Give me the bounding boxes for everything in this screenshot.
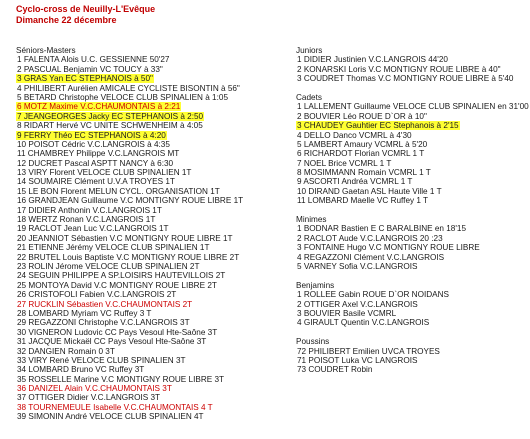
result-text: 8 MOSIMMANN Romain VCMRL 1 T (297, 168, 431, 178)
result-text: 1 ROLLEE Gabin ROUE D`OR NOIDANS (297, 290, 449, 300)
result-text: 32 DANGIEN Romain 0 3T (17, 346, 115, 356)
result-row (296, 187, 528, 196)
section-spacer (296, 206, 528, 215)
result-row (16, 177, 274, 186)
result-text: 28 LOMBARD Myriam VC Ruffey 3 T (17, 308, 152, 318)
category-heading: Juniors (296, 46, 323, 55)
result-row (16, 412, 274, 421)
result-row (16, 102, 274, 111)
result-row (296, 356, 528, 365)
result-row (16, 262, 274, 271)
result-text: 3 FONTAINE Hugo V.C MONTIGNY ROUE LIBRE (297, 243, 480, 253)
result-row (16, 149, 274, 158)
result-text: 72 PHILIBERT Emilien UVCA TROYES (297, 346, 440, 356)
result-text: 29 REGAZZONI Christophe V.C.LANGROIS 3T (17, 318, 190, 328)
result-row (16, 121, 274, 130)
result-text: 22 BRUTEL Louis Baptiste V.C MONTIGNY ROUE LIBRE 2T (17, 252, 240, 262)
result-row (296, 290, 528, 299)
result-text: 5 BETARD Christophe VELOCE CLUB SPINALIEN à 1:05 (17, 92, 228, 102)
result-text: 2 OTTIGER Axel V.C.LANGROIS (297, 299, 418, 309)
seniors-masters-results (16, 55, 274, 421)
result-row (16, 393, 274, 402)
result-text: 15 LE BON Florent MELUN CYCL. ORGANISATION 1T (17, 186, 220, 196)
result-text: 20 JEANNIOT Sébastien V.C MONTIGNY ROUE LIBRE 1T (17, 233, 233, 243)
result-text: 6 RICHARDOT Florian VCMRL 1 T (297, 149, 425, 159)
result-text: 11 LOMBARD Maelle VC Ruffey 1 T (297, 196, 429, 206)
result-text: 34 LOMBARD Bruno VC Ruffey 3T (17, 365, 145, 375)
result-row (16, 375, 274, 384)
result-text: 2 BOUVIER Léo ROUE D`OR à 10" (297, 111, 427, 121)
result-text: 31 JACQUE Mickaël CC Pays Vesoul Hte-Saône 3T (17, 337, 207, 347)
event-date: Dimanche 22 décembre (16, 15, 117, 25)
result-text: 12 DUCRET Pascal ASPTT NANCY à 6:30 (17, 158, 174, 168)
result-text: 9 FERRY Théo EC STEPHANOIS à 4:20 (17, 130, 166, 140)
result-row (296, 347, 528, 356)
result-row (296, 65, 528, 74)
result-text: 7 NOEL Brice VCMRL 1 T (297, 158, 392, 168)
result-text: 1 LALLEMENT Guillaume VELOCE CLUB SPINALIEN en 31'00 (297, 102, 529, 112)
result-text: 5 VARNEY Sofia V.C.LANGROIS (297, 261, 418, 271)
result-text: 3 COUDRET Thomas V.C MONTIGNY ROUE LIBRE à 5'40 (297, 74, 514, 84)
result-text: 2 KONARSKI Loris V.C MONTIGNY ROUE LIBRE à 40" (297, 64, 501, 74)
result-text: 14 SOUMAIRE Clément U.V.A TROYES 1T (17, 177, 175, 187)
result-text: 2 RACLOT Aude V.C.LANGROIS 20 :23 (297, 233, 443, 243)
result-row (16, 206, 274, 215)
result-row (16, 318, 274, 327)
result-row (296, 224, 528, 233)
result-row (296, 112, 528, 121)
result-row (16, 271, 274, 280)
result-row (296, 300, 528, 309)
result-text: 13 VIRY Florent VELOCE CLUB SPINALIEN 1T (17, 168, 192, 178)
result-row (296, 140, 528, 149)
result-text: 3 CHAUDEY Gauhtier EC Stephanois à 2'15 (297, 121, 459, 131)
result-text: 5 LAMBERT Amaury VCMRL à 5'20 (297, 139, 428, 149)
result-row (296, 159, 528, 168)
result-row (16, 74, 274, 83)
result-text: 8 RIDART Hervé VC UNITE SCHWENHEIM à 4:05 (17, 121, 203, 131)
result-row (16, 300, 274, 309)
result-row (296, 121, 528, 130)
category-heading: Minimes (296, 215, 327, 225)
result-row (16, 290, 274, 299)
result-row (16, 243, 274, 252)
category-heading: Benjamins (296, 280, 335, 290)
result-text: 26 CRISTOFOLI Fabien V.C.LANGROIS 2T (17, 290, 177, 300)
result-text: 16 GRANDJEAN Guillaume V.C MONTIGNY ROUE LIBRE 1T (17, 196, 244, 206)
result-row (296, 234, 528, 243)
result-row (296, 365, 528, 374)
result-text: 27 RUCKLIN Sébastien V.C.CHAUMONTAIS 2T (17, 299, 193, 309)
result-row (16, 65, 274, 74)
result-row (16, 253, 274, 262)
result-row (296, 131, 528, 140)
category-heading: Poussins (296, 337, 330, 347)
result-row (296, 168, 528, 177)
result-text: 3 BOUVIER Basile VCMRL (297, 308, 397, 318)
result-text: 17 DIDIER Anthonin V.C.LANGROIS 1T (17, 205, 162, 215)
result-row (16, 384, 274, 393)
result-row (16, 187, 274, 196)
result-row (296, 149, 528, 158)
section-spacer (296, 84, 528, 93)
result-row (16, 84, 274, 93)
result-row (296, 243, 528, 252)
result-row (16, 168, 274, 177)
result-text: 73 COUDRET Robin (297, 365, 373, 375)
result-row (16, 112, 274, 121)
result-row (16, 365, 274, 374)
result-text: 33 VIRY René VELOCE CLUB SPINALIEN 3T (17, 355, 186, 365)
event-title: Cyclo-cross de Neuilly-L'Evêque (16, 4, 156, 14)
result-text: 4 DELLO Danco VCMRL à 4'30 (297, 130, 412, 140)
result-row (296, 253, 528, 262)
result-text: 35 ROSSELLE Marine V.C MONTIGNY ROUE LIBRE 3T (17, 374, 225, 384)
result-text: 3 GRAS Yan EC STEPHANOIS à 50" (17, 74, 153, 84)
result-row (296, 177, 528, 186)
result-text: 36 DANIZEL Alain V.C.CHAUMONTAIS 3T (17, 384, 172, 394)
result-row (16, 337, 274, 346)
result-text: 9 ASCORTI Andréa VCMRL 1 T (297, 177, 413, 187)
result-text: 10 DIRAND Gaetan ASL Haute Ville 1 T (297, 186, 442, 196)
result-row (16, 234, 274, 243)
result-text: 21 ETIENNE Jérémy VELOCE CLUB SPINALIEN 1T (17, 243, 210, 253)
result-text: 4 PHILIBERT Aurélien AMICALE CYCLISTE BISONTIN à 56" (17, 83, 240, 93)
result-row (16, 347, 274, 356)
result-row (16, 309, 274, 318)
result-text: 4 GIRAULT Quentin V.C.LANGROIS (297, 318, 430, 328)
result-row (16, 159, 274, 168)
result-row (16, 281, 274, 290)
result-row (16, 215, 274, 224)
result-row (296, 318, 528, 327)
result-text: 10 POISOT Cédric V.C.LANGROIS à 4:35 (17, 139, 170, 149)
result-text: 2 PASCUAL Benjamin VC TOUCY à 33" (17, 64, 163, 74)
category-heading-seniors-masters: Séniors-Masters (16, 46, 76, 55)
section-spacer (296, 271, 528, 280)
result-text: 25 MONTOYA David V.C MONTIGNY ROUE LIBRE 2T (17, 280, 217, 290)
result-row (16, 328, 274, 337)
result-row (296, 102, 528, 111)
result-text: 38 TOURNEMEULE Isabelle V.C.CHAUMONTAIS 4 T (17, 402, 213, 412)
result-row (16, 93, 274, 102)
result-text: 18 WERTZ Ronan V.C.LANGROIS 1T (17, 215, 156, 225)
result-row (296, 262, 528, 271)
result-text: 24 SEGUIN PHILIPPE A SP.LOISIRS HAUTEVILLOIS 2T (17, 271, 226, 281)
result-row (16, 356, 274, 365)
section-spacer (296, 328, 528, 337)
result-text: 11 CHAMBREY Philippe V.C.LANGROIS MT (17, 149, 180, 159)
result-row (16, 55, 274, 64)
result-row (16, 403, 274, 412)
result-row (16, 196, 274, 205)
result-row (296, 309, 528, 318)
result-text: 1 BODNAR Bastien E C BARALBINE en 18'15 (297, 224, 467, 234)
result-text: 4 REGAZZONI Clément V.C.LANGROIS (297, 252, 445, 262)
seniors-masters-column (16, 46, 274, 422)
result-text: 6 MOTZ Maxime V.C.CHAUMONTAIS à 2:21 (17, 102, 181, 112)
result-row (296, 196, 528, 205)
category-heading: Cadets (296, 92, 322, 102)
result-text: 39 SIMONIN André VELOCE CLUB SPINALIEN 4T (17, 412, 204, 422)
result-text: 71 POISOT Luka VC LANGROIS (297, 355, 418, 365)
result-row (16, 131, 274, 140)
result-text: 19 RACLOT Jean Luc V.C.LANGROIS 1T (17, 224, 169, 234)
result-text: 1 FALENTA Alois U.C. GESSIENNE 50'27 (17, 55, 170, 65)
result-row (296, 74, 528, 83)
result-row (16, 224, 274, 233)
result-row (16, 140, 274, 149)
result-text: 23 ROLIN Jérome VELOCE CLUB SPINALIEN 2T (17, 261, 200, 271)
result-text: 1 DIDIER Justinien V.C.LANGROIS 44'20 (297, 55, 448, 65)
result-text: 37 OTTIGER Didier V.C.LANGROIS 3T (17, 393, 161, 403)
youth-categories-column (296, 46, 528, 375)
result-text: 30 VIGNERON Ludovic CC Pays Vesoul Hte-Saône 3T (17, 327, 218, 337)
result-row (296, 55, 528, 64)
result-text: 7 JEANGEORGES Jacky EC STEPHANOIS à 2:50 (17, 111, 204, 121)
